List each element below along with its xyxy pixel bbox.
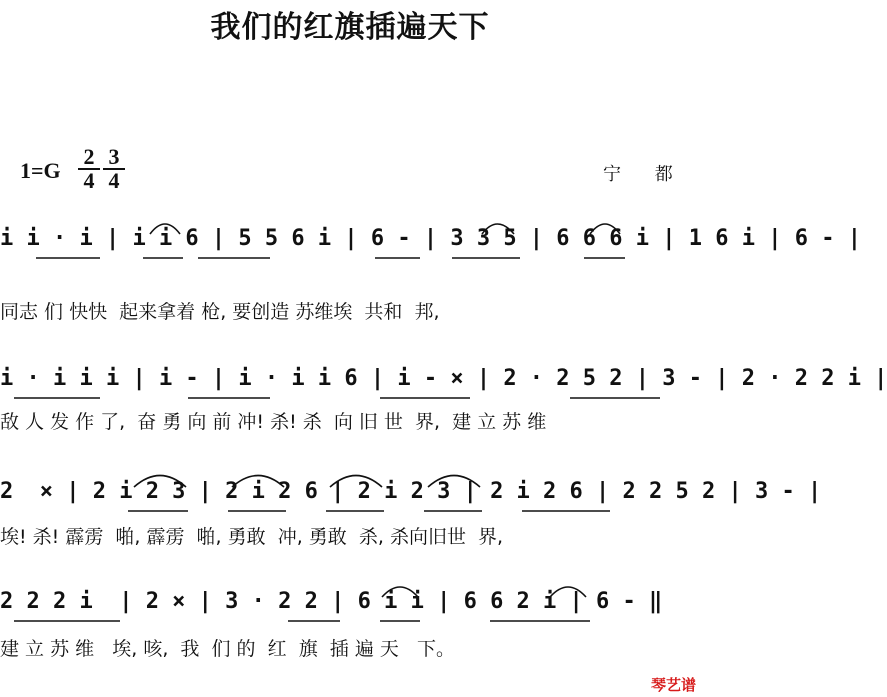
notation-line-4: 2 2 2 i | 2 × | 3 · 2 2 | 6 i i | 6 6 2 i | 6 - ‖ [0, 589, 663, 614]
time-signature-1-numerator: 2 [78, 146, 100, 170]
lyrics-line-4: 建 立 苏 维 埃, 咳, 我 们 的 红 旗 插 遍 天 下。 [0, 638, 455, 660]
time-signature-2 [103, 146, 125, 192]
time-signature-2-numerator: 3 [103, 146, 125, 170]
region-credit: 宁 都 [603, 164, 687, 185]
song-title: 我们的红旗插遍天下 [210, 10, 490, 45]
key-signature: 1=G [20, 158, 61, 183]
notation-line-1: i i · i | i i 6 | 5 5 6 i | 6 - | 3 3 5 | 6 6 6 i | 1 6 i | 6 - | [0, 226, 861, 251]
notation-line-2: i · i i i | i - | i · i i 6 | i - × | 2 · 2 5 2 | 3 - | 2 · 2 2 i | [0, 366, 887, 391]
time-signature-2-denominator: 4 [108, 168, 120, 193]
lyrics-line-1: 同志 们 快快 起来拿着 枪, 要创造 苏维埃 共和 邦, [0, 301, 440, 323]
watermark-logo: 琴艺谱 [650, 676, 696, 694]
time-signature-1 [78, 146, 100, 192]
time-signature-1-denominator: 4 [83, 168, 95, 193]
lyrics-line-2: 敌 人 发 作 了, 奋 勇 向 前 冲! 杀! 杀 向 旧 世 界, 建 立 苏 维 [0, 411, 547, 433]
lyrics-line-3: 埃! 杀! 霹雳 啪, 霹雳 啪, 勇敢 冲, 勇敢 杀, 杀向旧世 界, [0, 526, 504, 548]
notation-line-3: 2 × | 2 i 2 3 | 2 i 2 6 | 2 i 2 3 | 2 i 2 6 | 2 2 5 2 | 3 - | [0, 479, 822, 504]
